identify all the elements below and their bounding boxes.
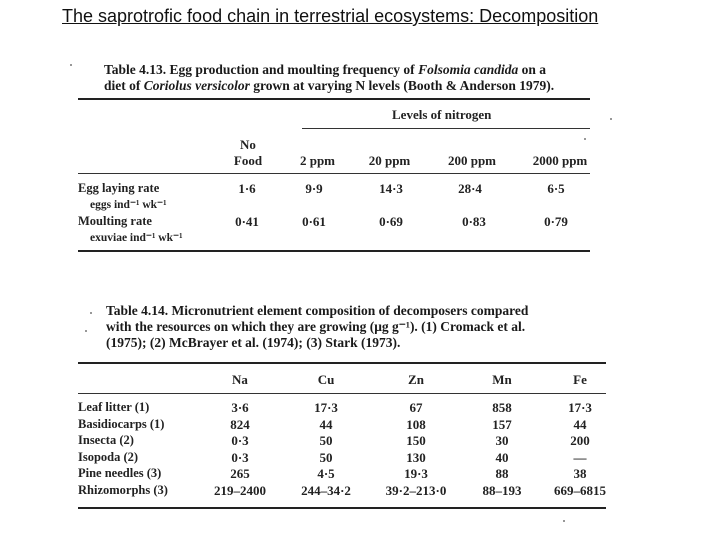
table-cell: — bbox=[573, 449, 587, 465]
table-cell: 0·69 bbox=[379, 214, 403, 229]
table-cell: 669–6815 bbox=[554, 482, 606, 498]
scan-speck bbox=[584, 138, 586, 140]
col-header-no-food bbox=[222, 137, 274, 169]
row-label: Insecta (2) bbox=[78, 433, 134, 447]
table-cell: 0·41 bbox=[235, 214, 259, 229]
caption-prefix: diet of bbox=[104, 78, 141, 93]
table-cell: 50 bbox=[319, 433, 333, 448]
table-cell: 0·3 bbox=[231, 433, 249, 448]
table-cell: 67 bbox=[409, 400, 423, 415]
table-cell: 3·6 bbox=[231, 400, 249, 415]
row-unit: exuviae ind⁻¹ wk⁻¹ bbox=[90, 232, 183, 244]
table-cell: 6·5 bbox=[547, 181, 565, 196]
caption-line: (1975); (2) McBrayer et al. (1974); (3) Stark (1973). bbox=[106, 335, 401, 350]
table-cell: 150 bbox=[406, 433, 426, 448]
table-cell: 0·3 bbox=[231, 449, 249, 465]
col-header: 20 ppm bbox=[368, 153, 411, 168]
table-cell: 824 bbox=[230, 416, 250, 432]
group-header: Levels of nitrogen bbox=[392, 107, 492, 122]
table-cell: 17·3 bbox=[568, 400, 592, 415]
table-cell: 4·5 bbox=[317, 466, 335, 481]
table-4-14-bottom-rule bbox=[78, 507, 606, 509]
caption-suffix: grown at varying N levels (Booth & Anderson 1979). bbox=[253, 78, 555, 93]
col-header-line: Food bbox=[233, 153, 263, 168]
table-cell: 19·3 bbox=[404, 466, 428, 481]
table-4-14-header-rule bbox=[78, 393, 606, 394]
caption-species: Coriolus versicolor bbox=[143, 78, 250, 93]
table-cell: 244–34·2 bbox=[301, 482, 351, 498]
row-label: Rhizomorphs (3) bbox=[78, 482, 168, 497]
table-cell: 108 bbox=[406, 416, 426, 432]
caption-suffix: on a bbox=[521, 62, 546, 77]
scan-speck bbox=[563, 520, 565, 522]
row-label: Egg laying rate bbox=[78, 181, 160, 195]
col-header: Mn bbox=[492, 372, 512, 387]
col-header-line: No bbox=[240, 137, 256, 152]
table-cell: 38 bbox=[573, 466, 587, 481]
table-4-13-bottom-rule bbox=[78, 250, 590, 252]
table-cell: 0·61 bbox=[302, 214, 326, 229]
row-label: Leaf litter (1) bbox=[78, 400, 150, 414]
table-4-13-header-rule bbox=[78, 173, 590, 174]
caption-line: Table 4.14. Micronutrient element composition of decomposers compared bbox=[106, 303, 529, 318]
table-cell: 44 bbox=[573, 416, 587, 432]
table-4-14-top-rule bbox=[78, 362, 606, 364]
table-cell: 157 bbox=[492, 416, 512, 432]
table-cell: 30 bbox=[495, 433, 509, 448]
table-4-13-caption bbox=[104, 62, 574, 94]
table-cell: 88–193 bbox=[482, 482, 522, 498]
table-cell: 858 bbox=[492, 400, 512, 415]
table-cell: 40 bbox=[495, 449, 509, 465]
table-cell: 50 bbox=[319, 449, 333, 465]
table-cell: 200 bbox=[570, 433, 590, 448]
col-header: 2 ppm bbox=[299, 153, 336, 168]
slide-title: The saprotrofic food chain in terrestrial ecosystems: Decomposition bbox=[62, 6, 599, 26]
scan-speck bbox=[90, 312, 92, 314]
table-cell: 44 bbox=[319, 416, 333, 432]
group-header-rule bbox=[302, 128, 590, 129]
table-cell: 219–2400 bbox=[214, 482, 266, 498]
col-header: Fe bbox=[573, 372, 587, 387]
table-cell: 88 bbox=[495, 466, 509, 481]
col-header: Cu bbox=[317, 372, 335, 387]
table-4-13-top-rule bbox=[78, 98, 590, 100]
table-cell: 14·3 bbox=[379, 181, 403, 196]
table-cell: 1·6 bbox=[238, 181, 256, 196]
table-cell: 39·2–213·0 bbox=[385, 482, 447, 498]
row-label: Pine needles (3) bbox=[78, 466, 162, 480]
table-4-14-caption bbox=[106, 303, 596, 351]
row-label: Basidiocarps (1) bbox=[78, 416, 165, 431]
scan-speck bbox=[70, 64, 72, 66]
col-header: 2000 ppm bbox=[532, 153, 588, 168]
row-unit: eggs ind⁻¹ wk⁻¹ bbox=[90, 199, 167, 211]
row-label: Moulting rate bbox=[78, 214, 152, 228]
scan-speck bbox=[85, 330, 87, 332]
caption-prefix: Table 4.13. Egg production and moulting frequency of bbox=[104, 62, 415, 77]
col-header: 200 ppm bbox=[447, 153, 497, 168]
table-cell: 265 bbox=[230, 466, 250, 481]
col-header: Na bbox=[232, 372, 248, 387]
caption-species: Folsomia candida bbox=[418, 62, 519, 77]
table-cell: 0·83 bbox=[462, 214, 486, 229]
table-cell: 130 bbox=[406, 449, 426, 465]
table-cell: 17·3 bbox=[314, 400, 338, 415]
caption-line: with the resources on which they are growing (μg g⁻¹). (1) Cromack et al. bbox=[106, 319, 526, 334]
table-cell: 0·79 bbox=[544, 214, 568, 229]
table-cell: 28·4 bbox=[458, 181, 482, 196]
row-label: Isopoda (2) bbox=[78, 449, 139, 464]
col-header: Zn bbox=[408, 372, 424, 387]
table-cell: 9·9 bbox=[305, 181, 323, 196]
scan-speck bbox=[610, 118, 612, 120]
